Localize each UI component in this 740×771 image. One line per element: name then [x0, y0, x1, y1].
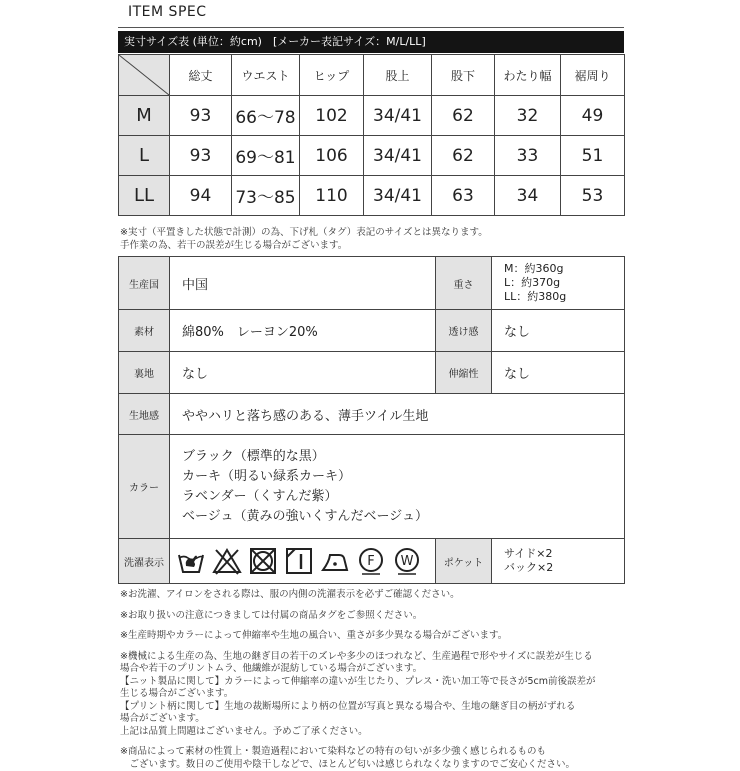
spec-value: 中国 [170, 257, 436, 310]
table-cell: 34/41 [364, 176, 432, 216]
table-cell: 63 [432, 176, 495, 216]
table-cell: 34/41 [364, 96, 432, 136]
size-note [120, 226, 488, 252]
note-line: 【プリント柄に関して】生地の裁断場所により柄の位置が写真と異なる場合や、生地の継ぎ目の柄がずれる [120, 701, 626, 714]
color-item: ベージュ（黄みの強いくすんだベージュ） [182, 507, 624, 527]
note-line: ※商品によって素材の性質上・製造過程において染料などの特有の匂いが多少強く感じられるものも [120, 746, 626, 759]
spec-header [118, 0, 624, 28]
column-header: ヒップ [300, 55, 364, 96]
table-cell: 69〜81 [232, 136, 300, 176]
color-item: ブラック（標準的な黒） [182, 447, 624, 467]
spec-label: 透け感 [436, 310, 492, 352]
column-header: 裾周り [561, 55, 625, 96]
column-header: 総丈 [170, 55, 232, 96]
note-line: ※お洗濯、アイロンをされる際は、服の内側の洗濯表示を必ずご確認ください。 [120, 589, 626, 602]
table-cell: 34/41 [364, 136, 432, 176]
spec-label: 裏地 [119, 352, 170, 394]
table-cell: 49 [561, 96, 625, 136]
table-cell: 106 [300, 136, 364, 176]
size-table-caption: 実寸サイズ表 (単位：約cm) [メーカー表記サイズ：M/L/LL] [118, 31, 624, 53]
weight-line: LL：約380g [504, 290, 624, 304]
wet-clean-w-icon [392, 546, 422, 576]
spec-row [119, 257, 625, 310]
iron-low-icon [320, 546, 350, 576]
note-line: ※お取り扱いの注意につきましては付属の商品タグをご参照ください。 [120, 610, 626, 623]
spec-value-weight [492, 257, 625, 310]
spec-value-colors [170, 435, 625, 539]
spec-value: なし [492, 310, 625, 352]
spec-label: 洗濯表示 [119, 539, 170, 584]
dry-clean-letter: F [367, 554, 374, 569]
spec-title: ITEM SPEC [128, 4, 207, 20]
wet-clean-letter: W [401, 554, 414, 569]
spec-label: 生産国 [119, 257, 170, 310]
spec-row [119, 310, 625, 352]
column-header: 股下 [432, 55, 495, 96]
spec-row [119, 539, 625, 584]
table-cell: 102 [300, 96, 364, 136]
size-table-header-row [119, 55, 625, 96]
table-cell: 34 [495, 176, 561, 216]
table-cell: 93 [170, 136, 232, 176]
color-item: カーキ（明るい緑系カーキ） [182, 467, 624, 487]
table-cell: 94 [170, 176, 232, 216]
note-line: 場合がございます。 [120, 713, 626, 726]
note-line: 生じる場合がございます。 [120, 688, 626, 701]
table-cell: 53 [561, 176, 625, 216]
size-label: L [119, 136, 170, 176]
no-bleach-icon [212, 546, 242, 576]
notes [120, 589, 626, 771]
weight-line: M：約360g [504, 262, 624, 276]
table-cell: 33 [495, 136, 561, 176]
table-row [119, 176, 625, 216]
spec-row [119, 435, 625, 539]
note-line: 上記は品質上問題はございません。予めご了承ください。 [120, 726, 626, 739]
no-tumble-dry-icon [248, 546, 278, 576]
table-row [119, 136, 625, 176]
pocket-line: バック×2 [504, 561, 624, 575]
note-line: ございます。数日のご使用や陰干しなどで、ほとんど匂いは感じられなくなりますのでご安心ください。 [120, 759, 626, 771]
table-cell: 93 [170, 96, 232, 136]
spec-label: ポケット [436, 539, 492, 584]
spec-label: 生地感 [119, 394, 170, 435]
table-cell: 62 [432, 136, 495, 176]
table-cell: 110 [300, 176, 364, 216]
spec-label: 伸縮性 [436, 352, 492, 394]
spec-value: 綿80% レーヨン20% [170, 310, 436, 352]
column-header: わたり幅 [495, 55, 561, 96]
care-icons [176, 546, 435, 576]
spec-value: ややハリと落ち感のある、薄手ツイル生地 [170, 394, 625, 435]
line-dry-shade-icon [284, 546, 314, 576]
size-label: M [119, 96, 170, 136]
table-cell: 66〜78 [232, 96, 300, 136]
spec-row [119, 352, 625, 394]
spec-value-pocket [492, 539, 625, 584]
note-line: ※生産時期やカラーによって伸縮率や生地の風合い、重さが多少異なる場合がございます。 [120, 630, 626, 643]
table-cell: 73〜85 [232, 176, 300, 216]
dry-clean-f-icon [356, 546, 386, 576]
hand-wash-icon [176, 546, 206, 576]
size-table [118, 54, 625, 216]
size-note-line: ※実寸（平置きした状態で計測）の為、下げ札（タグ）表記のサイズとは異なります。 [120, 226, 488, 239]
size-note-line: 手作業の為、若干の誤差が生じる場合がございます。 [120, 239, 488, 252]
table-row [119, 96, 625, 136]
spec-value: なし [170, 352, 436, 394]
note-line: 場合や若干のプリントムラ、他繊維が混紡している場合がございます。 [120, 663, 626, 676]
table-cell: 32 [495, 96, 561, 136]
table-cell: 62 [432, 96, 495, 136]
spec-label: 重さ [436, 257, 492, 310]
spec-label: カラー [119, 435, 170, 539]
corner-cell [119, 55, 170, 96]
weight-line: L：約370g [504, 276, 624, 290]
spec-row [119, 394, 625, 435]
column-header: 股上 [364, 55, 432, 96]
spec-label: 素材 [119, 310, 170, 352]
color-item: ラベンダー（くすんだ紫） [182, 487, 624, 507]
pocket-line: サイド×2 [504, 547, 624, 561]
care-icons-cell [170, 539, 436, 584]
size-label: LL [119, 176, 170, 216]
note-line: ※機械による生産の為、生地の継ぎ目の若干のズレや多少のほつれなど、生産過程で形やサイズに誤差が生じる [120, 651, 626, 664]
table-cell: 51 [561, 136, 625, 176]
spec-table [118, 256, 625, 584]
note-line: 【ニット製品に関して】カラーによって伸縮率の違いが生じたり、プレス・洗い加工等で長さが5cm前後誤差が [120, 676, 626, 689]
column-header: ウエスト [232, 55, 300, 96]
spec-value: なし [492, 352, 625, 394]
